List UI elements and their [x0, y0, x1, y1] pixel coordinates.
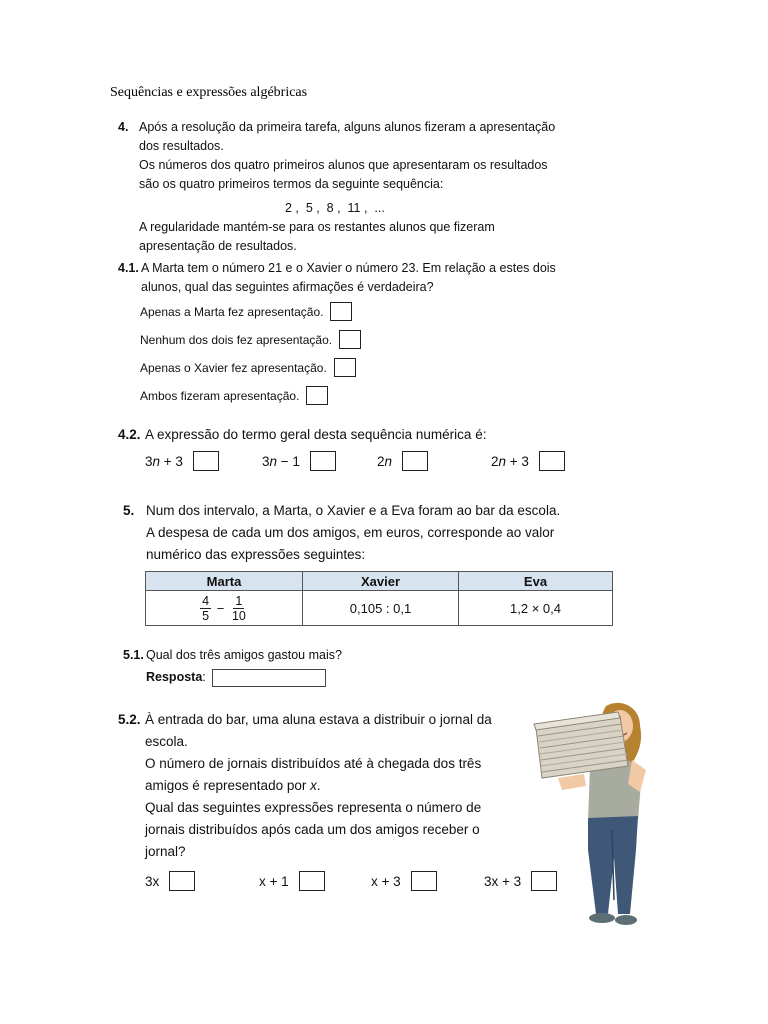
q41-line-1: A Marta tem o número 21 e o Xavier o número 23. Em relação a estes dois [141, 261, 556, 275]
q41-option-2 [140, 330, 361, 349]
q4-number: 4. [118, 120, 129, 134]
q4-sequence: 2 , 5 , 8 , 11 , ... [285, 201, 385, 215]
q41-option-2-label: Nenhum dos dois fez apresentação. [140, 332, 333, 347]
fraction-1: $\frac{4}{5}$ [202, 593, 210, 623]
q41-option-1-checkbox[interactable] [330, 302, 352, 321]
q42-option-4 [491, 451, 565, 471]
q52-option-1-expr: 3x [145, 873, 160, 889]
q5-line-1: Num dos intervalo, a Marta, o Xavier e a Eva foram ao bar da escola. [146, 503, 561, 518]
q41-option-4-label: Ambos fizeram apresentação. [140, 388, 300, 403]
q52-option-2-checkbox[interactable] [299, 871, 325, 891]
girl-with-newspapers-illustration [528, 700, 656, 932]
q4-line-6: apresentação de resultados. [139, 239, 297, 253]
q42-option-4-expr: 2n + 3 [491, 453, 529, 469]
q4-line-1: Após a resolução da primeira tarefa, alguns alunos fizeram a apresentação [139, 120, 556, 134]
fraction-2: $\frac{1}{10}$ [231, 593, 246, 623]
q42-option-3-expr: 2n [377, 453, 393, 469]
q52-number: 5.2. [118, 712, 141, 727]
q42-option-1-checkbox[interactable] [193, 451, 219, 471]
q42-option-1 [145, 451, 219, 471]
q42-option-3 [377, 451, 428, 471]
q52-option-1-checkbox[interactable] [169, 871, 195, 891]
q52-line-3: O número de jornais distribuídos até à chegada dos três [145, 756, 482, 771]
q4-line-4: são os quatro primeiros termos da seguinte sequência: [139, 177, 444, 191]
q5-line-2: A despesa de cada um dos amigos, em euros, corresponde ao valor [146, 525, 555, 540]
q52-option-3-checkbox[interactable] [411, 871, 437, 891]
q52-line-7: jornal? [145, 844, 186, 859]
q52-option-3 [371, 871, 437, 891]
q52-line-4: amigos é representado por x. [145, 778, 321, 793]
q42-number: 4.2. [118, 427, 141, 442]
q4-line-3: Os números dos quatro primeiros alunos que apresentaram os resultados [139, 158, 548, 172]
q42-option-2-expr: 3n − 1 [262, 453, 300, 469]
q52-option-2-expr: x + 1 [259, 873, 289, 889]
q52-line-1: À entrada do bar, uma aluna estava a distribuir o jornal da [145, 712, 492, 727]
newspaper-stack [534, 712, 628, 778]
q52-option-1 [145, 871, 195, 891]
q41-option-4 [140, 386, 328, 405]
q5-text [146, 500, 596, 566]
q41-option-3-checkbox[interactable] [334, 358, 356, 377]
q52-option-3-expr: x + 3 [371, 873, 401, 889]
q41-line-2: alunos, qual das seguintes afirmações é verdadeira? [141, 280, 434, 294]
table-header-marta: Marta [146, 572, 303, 591]
q42-option-2 [262, 451, 336, 471]
minus-sign: − [216, 600, 225, 616]
q4-line-5: A regularidade mantém-se para os restantes alunos que fizeram [139, 220, 495, 234]
q52-option-2 [259, 871, 325, 891]
q52-line-5: Qual das seguintes expressões representa o número de [145, 800, 482, 815]
expenses-table [145, 571, 613, 626]
q52-text [145, 709, 525, 863]
q52-line-6: jornais distribuídos após cada um dos amigos receber o [145, 822, 480, 837]
q5-line-3: numérico das expressões seguintes: [146, 547, 366, 562]
q4-text [139, 118, 579, 194]
q41-option-3 [140, 358, 356, 377]
table-cell-eva: 1,2 × 0,4 [459, 591, 613, 626]
q51-number: 5.1. [123, 648, 144, 662]
q41-option-1-label: Apenas a Marta fez apresentação. [140, 304, 324, 319]
table-cell-xavier: 0,105 : 0,1 [303, 591, 459, 626]
q41-option-3-label: Apenas o Xavier fez apresentação. [140, 360, 327, 375]
q42-text: A expressão do termo geral desta sequência numérica é: [145, 427, 487, 442]
q51-text: Qual dos três amigos gastou mais? [146, 648, 342, 662]
q41-option-2-checkbox[interactable] [339, 330, 361, 349]
table-header-xavier: Xavier [303, 572, 459, 591]
q42-option-2-checkbox[interactable] [310, 451, 336, 471]
q41-option-4-checkbox[interactable] [306, 386, 328, 405]
q51-answer: Resposta: [146, 668, 326, 687]
q41-option-1 [140, 302, 352, 321]
q4-text-2 [139, 218, 579, 256]
q42-option-3-checkbox[interactable] [402, 451, 428, 471]
table-cell-marta [146, 591, 303, 626]
q5-number: 5. [123, 503, 135, 518]
page-title: Sequências e expressões algébricas [110, 85, 308, 100]
q41-text [141, 259, 581, 297]
answer-label: Resposta [146, 670, 203, 684]
q41-number: 4.1. [118, 261, 139, 275]
q42-option-1-expr: 3n + 3 [145, 453, 183, 469]
table-header-eva: Eva [459, 572, 613, 591]
answer-field[interactable] [212, 669, 326, 687]
q52-line-2: escola. [145, 734, 188, 749]
q42-option-4-checkbox[interactable] [539, 451, 565, 471]
q4-line-2: dos resultados. [139, 139, 224, 153]
q52-option-4-expr: 3x + 3 [484, 873, 522, 889]
